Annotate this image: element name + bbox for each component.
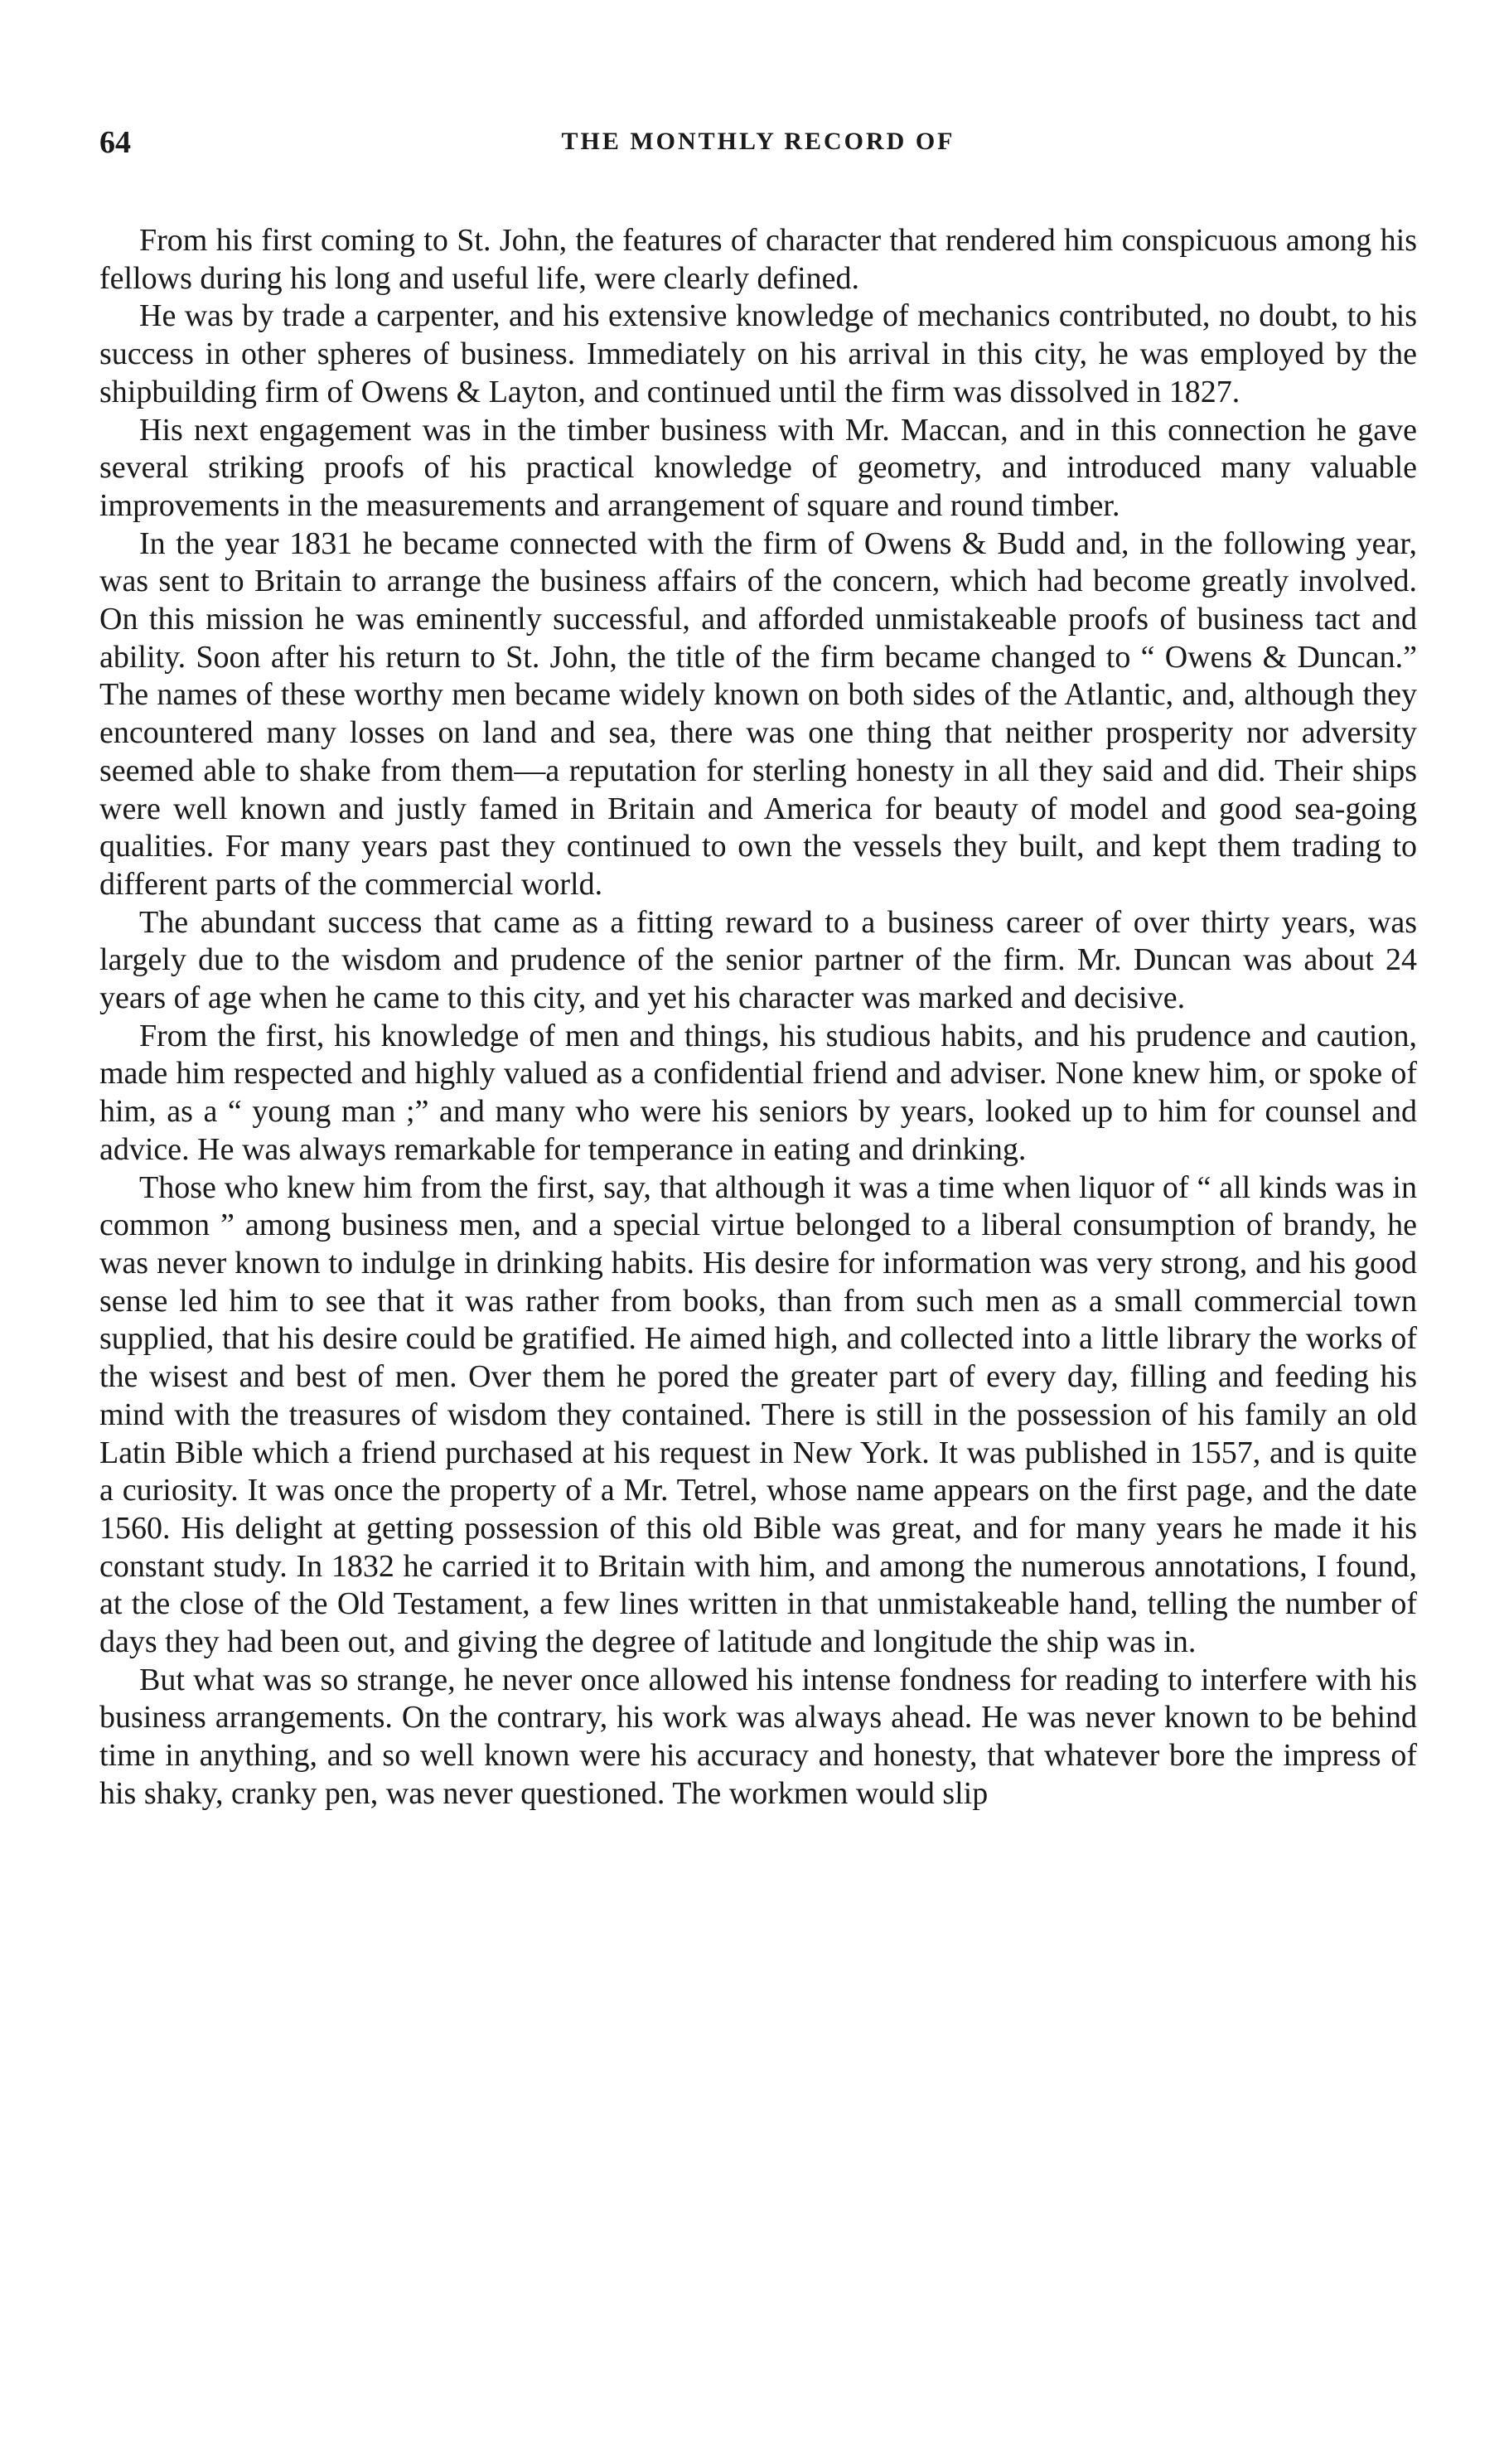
- page-number: 64: [99, 125, 131, 160]
- paragraph: His next engagement was in the timber business with Mr. Maccan, and in this connection he gave several striking proofs of his practical knowledge of geometry, and introduced many valuable improvements in the measurements and arrangement of square and round timber.: [99, 412, 1417, 523]
- page: [99, 124, 1417, 1813]
- paragraph: He was by trade a carpenter, and his extensive knowledge of mechanics contributed, no doubt, to his success in other spheres of business. Immediately on his arrival in this city, he was employed by the shipbuilding firm of Owens & Layton, and continued until the firm was dissolved in 1827.: [99, 298, 1417, 409]
- running-head: THE MONTHLY RECORD OF: [561, 128, 955, 155]
- paragraph: The abundant success that came as a fitting reward to a business career of over thirty years, was largely due to the wisdom and prudence of the senior partner of the firm. Mr. Duncan was about 24 years of age when he came to this city, and yet his character was marked and decisive.: [99, 904, 1417, 1016]
- page-header: [99, 124, 1417, 174]
- paragraph: From his first coming to St. John, the features of character that rendered him conspicuous among his fellows during his long and useful life, were clearly defined.: [99, 223, 1417, 296]
- paragraph: In the year 1831 he became connected with the firm of Owens & Budd and, in the following year, was sent to Britain to arrange the business affairs of the concern, which had become greatly involved. On this mission he was eminently successful, and afforded unmistakeable proofs of business tact and ability. Soon after his return to St. John, the title of the firm became changed to “ Owens & Duncan.” The names of these worthy men became widely known on both sides of the Atlantic, and, although they encountered many losses on land and sea, there was one thing that neither prosperity nor adversity seemed able to shake from them—a reputation for sterling honesty in all they said and did. Their ships were well known and justly famed in Britain and America for beauty of model and good sea-going qualities. For many years past they continued to own the vessels they built, and kept them trading to different parts of the commercial world.: [99, 525, 1417, 902]
- paragraph: From the first, his knowledge of men and things, his studious habits, and his prudence and caution, made him respected and highly valued as a confidential friend and adviser. None knew him, or spoke of him, as a “ young man ;” and many who were his seniors by years, looked up to him for counsel and advice. He was always remarkable for temperance in eating and drinking.: [99, 1018, 1417, 1167]
- body-text: [99, 222, 1417, 1813]
- paragraph: But what was so strange, he never once allowed his intense fondness for reading to interfere with his business arrangements. On the contrary, his work was always ahead. He was never known to be behind time in anything, and so well known were his accuracy and honesty, that whatever bore the impress of his shaky, cranky pen, was never questioned. The workmen would slip: [99, 1662, 1417, 1811]
- paragraph: Those who knew him from the first, say, that although it was a time when liquor of “ all kinds was in common ” among business men, and a special virtue belonged to a liberal consumption of brandy, he was never known to indulge in drinking habits. His desire for information was very strong, and his good sense led him to see that it was rather from books, than from such men as a small commercial town supplied, that his desire could be gratified. He aimed high, and collected into a little library the works of the wisest and best of men. Over them he pored the greater part of every day, filling and feeding his mind with the treasures of wisdom they contained. There is still in the possession of his family an old Latin Bible which a friend purchased at his request in New York. It was published in 1557, and is quite a curiosity. It was once the property of a Mr. Tetrel, whose name appears on the first page, and the date 1560. His delight at getting possession of this old Bible was great, and for many years he made it his constant study. In 1832 he carried it to Britain with him, and among the numerous annotations, I found, at the close of the Old Testament, a few lines written in that unmistakeable hand, telling the number of days they had been out, and giving the degree of latitude and longitude the ship was in.: [99, 1169, 1417, 1660]
